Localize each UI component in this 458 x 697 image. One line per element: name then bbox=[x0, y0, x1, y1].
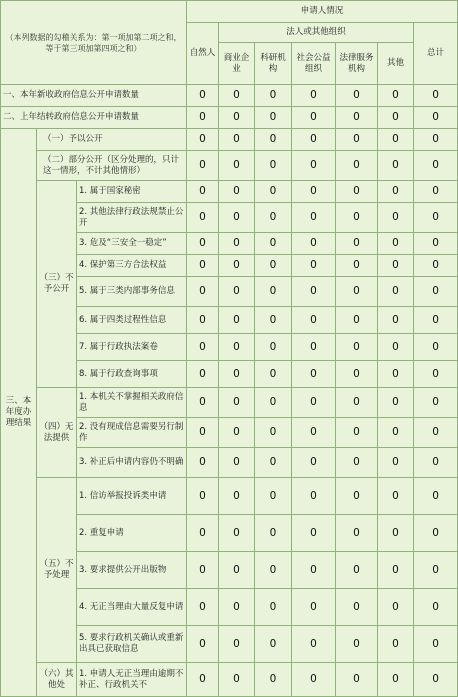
cell-value: 0 bbox=[336, 626, 378, 663]
cell-value: 0 bbox=[219, 203, 255, 233]
cell-value: 0 bbox=[255, 589, 292, 626]
cell-value: 0 bbox=[336, 129, 378, 151]
social-welfare-header: 社会公益组织 bbox=[292, 43, 336, 85]
cell-value: 0 bbox=[414, 448, 458, 478]
group-label-not-processed: （五）不予处理 bbox=[37, 478, 77, 663]
cell-value: 0 bbox=[219, 626, 255, 663]
cell-value: 0 bbox=[292, 663, 336, 697]
cell-value: 0 bbox=[378, 181, 414, 203]
cell-value: 0 bbox=[187, 307, 219, 334]
cell-value: 0 bbox=[292, 589, 336, 626]
cell-value: 0 bbox=[378, 255, 414, 277]
cell-value: 0 bbox=[378, 334, 414, 361]
table-row bbox=[1, 107, 458, 129]
cell-value: 0 bbox=[292, 151, 336, 181]
row-label: 二、上年结转政府信息公开申请数量 bbox=[1, 107, 187, 129]
row-label: 3. 补正后申请内容仍不明确 bbox=[77, 448, 187, 478]
cell-value: 0 bbox=[187, 515, 219, 552]
other-header: 其他 bbox=[378, 43, 414, 85]
cell-value: 0 bbox=[378, 151, 414, 181]
table-row bbox=[1, 181, 458, 203]
cell-value: 0 bbox=[414, 85, 458, 107]
cell-value: 0 bbox=[255, 418, 292, 448]
cell-value: 0 bbox=[219, 388, 255, 418]
cell-value: 0 bbox=[414, 663, 458, 697]
group-label-other-handling: （六）其他处 bbox=[37, 663, 77, 697]
cell-value: 0 bbox=[187, 448, 219, 478]
cell-value: 0 bbox=[336, 448, 378, 478]
row-label: 3. 危及“三安全一稳定” bbox=[77, 233, 187, 255]
row-label: 7. 属于行政执法案卷 bbox=[77, 334, 187, 361]
cell-value: 0 bbox=[414, 277, 458, 307]
research-header: 科研机构 bbox=[255, 43, 292, 85]
row-label: 5. 属于三类内部事务信息 bbox=[77, 277, 187, 307]
row-label: 1. 本机关不掌握相关政府信息 bbox=[77, 388, 187, 418]
cell-value: 0 bbox=[255, 515, 292, 552]
cell-value: 0 bbox=[219, 181, 255, 203]
cell-value: 0 bbox=[292, 129, 336, 151]
cell-value: 0 bbox=[219, 85, 255, 107]
table-row bbox=[1, 151, 458, 181]
cell-value: 0 bbox=[414, 307, 458, 334]
row-label: 1. 申请人无正当理由逾期不补正、行政机关不 bbox=[77, 663, 187, 697]
cell-value: 0 bbox=[292, 334, 336, 361]
cell-value: 0 bbox=[255, 203, 292, 233]
cell-value: 0 bbox=[378, 129, 414, 151]
cell-value: 0 bbox=[292, 107, 336, 129]
cell-value: 0 bbox=[336, 478, 378, 515]
cell-value: 0 bbox=[336, 181, 378, 203]
cell-value: 0 bbox=[255, 307, 292, 334]
cell-value: 0 bbox=[187, 552, 219, 589]
cell-value: 0 bbox=[219, 255, 255, 277]
cell-value: 0 bbox=[255, 334, 292, 361]
cell-value: 0 bbox=[378, 233, 414, 255]
table-row bbox=[1, 129, 458, 151]
row-label: 1. 信访举报投诉类申请 bbox=[77, 478, 187, 515]
cell-value: 0 bbox=[378, 107, 414, 129]
cell-value: 0 bbox=[414, 107, 458, 129]
cell-value: 0 bbox=[336, 85, 378, 107]
cell-value: 0 bbox=[219, 307, 255, 334]
cell-value: 0 bbox=[255, 361, 292, 388]
row-label: 8. 属于行政查询事项 bbox=[77, 361, 187, 388]
row-label: 2. 其他法律行政法规禁止公开 bbox=[77, 203, 187, 233]
table-row bbox=[1, 85, 458, 107]
cell-value: 0 bbox=[292, 361, 336, 388]
cell-value: 0 bbox=[378, 85, 414, 107]
cell-value: 0 bbox=[414, 515, 458, 552]
group-label-withhold: （三）不予公开 bbox=[37, 181, 77, 388]
cell-value: 0 bbox=[292, 181, 336, 203]
table-note: （本列数据的勾稽关系为：第一项加第二项之和，等于第三项加第四项之和） bbox=[1, 1, 187, 85]
row-label: （二）部分公开（区分处理的，只计这一情形，不计其他情形） bbox=[37, 151, 187, 181]
cell-value: 0 bbox=[255, 388, 292, 418]
group-label-unable: （四）无法提供 bbox=[37, 388, 77, 478]
cell-value: 0 bbox=[414, 203, 458, 233]
row-label: 2. 重复申请 bbox=[77, 515, 187, 552]
section3-label: 三、本年度办理结果 bbox=[1, 129, 37, 697]
row-label: 一、本年新收政府信息公开申请数量 bbox=[1, 85, 187, 107]
cell-value: 0 bbox=[292, 388, 336, 418]
cell-value: 0 bbox=[378, 361, 414, 388]
cell-value: 0 bbox=[378, 626, 414, 663]
cell-value: 0 bbox=[219, 515, 255, 552]
cell-value: 0 bbox=[336, 552, 378, 589]
cell-value: 0 bbox=[336, 277, 378, 307]
cell-value: 0 bbox=[336, 151, 378, 181]
table-row bbox=[1, 663, 458, 697]
cell-value: 0 bbox=[187, 255, 219, 277]
cell-value: 0 bbox=[292, 233, 336, 255]
cell-value: 0 bbox=[336, 663, 378, 697]
cell-value: 0 bbox=[219, 334, 255, 361]
row-label: 2. 没有现成信息需要另行制作 bbox=[77, 418, 187, 448]
cell-value: 0 bbox=[378, 307, 414, 334]
cell-value: 0 bbox=[292, 203, 336, 233]
cell-value: 0 bbox=[255, 151, 292, 181]
cell-value: 0 bbox=[414, 478, 458, 515]
cell-value: 0 bbox=[378, 515, 414, 552]
cell-value: 0 bbox=[255, 181, 292, 203]
cell-value: 0 bbox=[336, 233, 378, 255]
legal-entities-header: 法人或其他组织 bbox=[219, 23, 414, 43]
cell-value: 0 bbox=[336, 589, 378, 626]
cell-value: 0 bbox=[255, 552, 292, 589]
cell-value: 0 bbox=[219, 107, 255, 129]
table-row bbox=[1, 478, 458, 515]
cell-value: 0 bbox=[414, 388, 458, 418]
cell-value: 0 bbox=[292, 255, 336, 277]
cell-value: 0 bbox=[378, 418, 414, 448]
cell-value: 0 bbox=[187, 334, 219, 361]
cell-value: 0 bbox=[255, 663, 292, 697]
cell-value: 0 bbox=[187, 181, 219, 203]
cell-value: 0 bbox=[255, 233, 292, 255]
cell-value: 0 bbox=[378, 203, 414, 233]
cell-value: 0 bbox=[187, 129, 219, 151]
cell-value: 0 bbox=[336, 361, 378, 388]
cell-value: 0 bbox=[187, 388, 219, 418]
cell-value: 0 bbox=[292, 552, 336, 589]
cell-value: 0 bbox=[219, 129, 255, 151]
cell-value: 0 bbox=[336, 203, 378, 233]
cell-value: 0 bbox=[219, 663, 255, 697]
cell-value: 0 bbox=[255, 129, 292, 151]
cell-value: 0 bbox=[187, 361, 219, 388]
cell-value: 0 bbox=[378, 277, 414, 307]
commercial-header: 商业企业 bbox=[219, 43, 255, 85]
cell-value: 0 bbox=[219, 277, 255, 307]
row-label: 4. 无正当理由大量反复申请 bbox=[77, 589, 187, 626]
cell-value: 0 bbox=[187, 589, 219, 626]
cell-value: 0 bbox=[292, 307, 336, 334]
legal-service-header: 法律服务机构 bbox=[336, 43, 378, 85]
cell-value: 0 bbox=[414, 334, 458, 361]
cell-value: 0 bbox=[292, 448, 336, 478]
cell-value: 0 bbox=[414, 151, 458, 181]
cell-value: 0 bbox=[187, 85, 219, 107]
cell-value: 0 bbox=[219, 589, 255, 626]
cell-value: 0 bbox=[187, 151, 219, 181]
cell-value: 0 bbox=[292, 478, 336, 515]
row-label: 4. 保护第三方合法权益 bbox=[77, 255, 187, 277]
cell-value: 0 bbox=[219, 478, 255, 515]
cell-value: 0 bbox=[414, 233, 458, 255]
cell-value: 0 bbox=[414, 361, 458, 388]
applicant-status-header: 申请人情况 bbox=[187, 1, 458, 23]
row-label: 3. 要求提供公开出版物 bbox=[77, 552, 187, 589]
cell-value: 0 bbox=[336, 418, 378, 448]
cell-value: 0 bbox=[255, 478, 292, 515]
natural-person-header: 自然人 bbox=[187, 23, 219, 85]
cell-value: 0 bbox=[414, 181, 458, 203]
cell-value: 0 bbox=[219, 552, 255, 589]
cell-value: 0 bbox=[219, 233, 255, 255]
cell-value: 0 bbox=[187, 626, 219, 663]
cell-value: 0 bbox=[292, 626, 336, 663]
cell-value: 0 bbox=[336, 107, 378, 129]
row-label: 5. 要求行政机关确认或重新出具已获取信息 bbox=[77, 626, 187, 663]
cell-value: 0 bbox=[414, 589, 458, 626]
cell-value: 0 bbox=[255, 107, 292, 129]
row-label: 6. 属于四类过程性信息 bbox=[77, 307, 187, 334]
cell-value: 0 bbox=[336, 255, 378, 277]
cell-value: 0 bbox=[255, 448, 292, 478]
cell-value: 0 bbox=[219, 361, 255, 388]
cell-value: 0 bbox=[336, 515, 378, 552]
cell-value: 0 bbox=[336, 334, 378, 361]
cell-value: 0 bbox=[292, 418, 336, 448]
row-label: 1. 属于国家秘密 bbox=[77, 181, 187, 203]
cell-value: 0 bbox=[378, 589, 414, 626]
cell-value: 0 bbox=[414, 129, 458, 151]
cell-value: 0 bbox=[255, 255, 292, 277]
cell-value: 0 bbox=[378, 448, 414, 478]
cell-value: 0 bbox=[378, 388, 414, 418]
total-header: 总计 bbox=[414, 23, 458, 85]
cell-value: 0 bbox=[187, 663, 219, 697]
cell-value: 0 bbox=[292, 515, 336, 552]
row-label: （一）予以公开 bbox=[37, 129, 187, 151]
cell-value: 0 bbox=[187, 233, 219, 255]
cell-value: 0 bbox=[336, 307, 378, 334]
cell-value: 0 bbox=[292, 277, 336, 307]
cell-value: 0 bbox=[187, 203, 219, 233]
cell-value: 0 bbox=[378, 478, 414, 515]
cell-value: 0 bbox=[219, 418, 255, 448]
cell-value: 0 bbox=[414, 626, 458, 663]
cell-value: 0 bbox=[378, 663, 414, 697]
cell-value: 0 bbox=[219, 448, 255, 478]
cell-value: 0 bbox=[255, 277, 292, 307]
cell-value: 0 bbox=[187, 107, 219, 129]
cell-value: 0 bbox=[219, 151, 255, 181]
cell-value: 0 bbox=[336, 388, 378, 418]
table-row bbox=[1, 388, 458, 418]
cell-value: 0 bbox=[255, 626, 292, 663]
cell-value: 0 bbox=[187, 478, 219, 515]
cell-value: 0 bbox=[378, 552, 414, 589]
cell-value: 0 bbox=[414, 418, 458, 448]
cell-value: 0 bbox=[414, 552, 458, 589]
cell-value: 0 bbox=[414, 255, 458, 277]
cell-value: 0 bbox=[255, 85, 292, 107]
cell-value: 0 bbox=[187, 277, 219, 307]
cell-value: 0 bbox=[187, 418, 219, 448]
cell-value: 0 bbox=[292, 85, 336, 107]
